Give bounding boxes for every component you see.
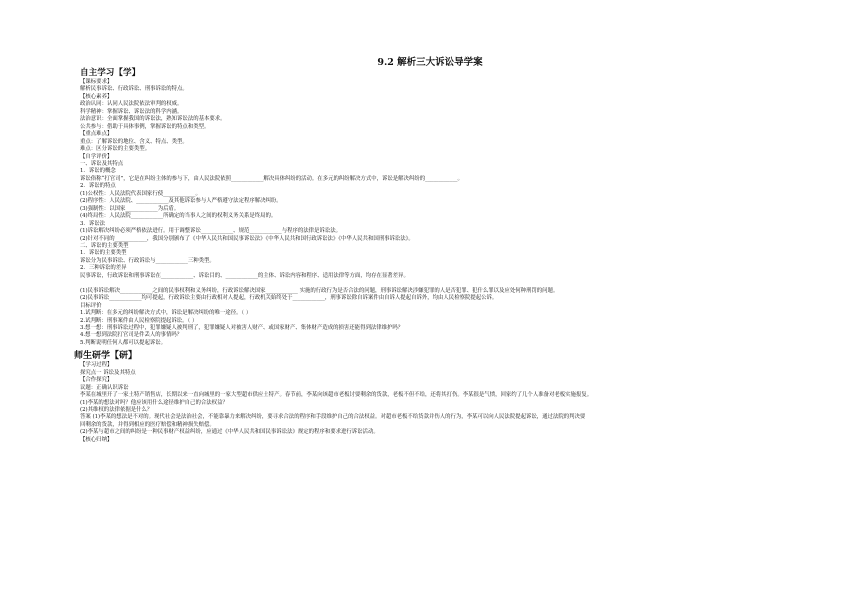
text-line: 【重点难点】 — [80, 131, 113, 138]
text-line: 重点：了解诉讼的地位、含义、特点、类型。 — [80, 138, 188, 145]
text-line: (1)民事诉讼解决____________之间的民事权利和义务纠纷，行政诉讼解决国家____________ 实施的行政行为是否合法的问题，刑事诉讼解决涉嫌犯罪的人是否犯罪、犯什么罪以及应处何种刑罚的问题。 — [80, 287, 559, 294]
text-line: 诉讼分为民事诉讼、行政诉讼与____________三种类型。 — [80, 257, 215, 264]
text-line: 议题：正确认识诉讼 — [80, 384, 129, 391]
text-line: 答案 (1)李某的想法是不对的。现代社会是法治社会，不能靠暴力来解决纠纷，要寻求合法的程序和手段维护自己的合法权益。对超市老板不给货款并伤人的行为，李某可以向人民法院提起诉讼，通过法院的判决要 — [80, 414, 586, 421]
text-line: (3)强制性：以国家____________为后盾。 — [80, 205, 180, 212]
text-line: (2)针对不同的____________，我国分别颁布了《中华人民共和国民事诉讼法》《中华人民共和国行政诉讼法》《中华人民共和国刑事诉讼法》。 — [80, 235, 414, 242]
text-line: 目标评价 — [80, 302, 102, 309]
text-line: 2．诉讼的特点 — [80, 183, 116, 190]
text-line: (2)民事诉讼____________均可提起，行政诉讼主要由行政相对人提起，行政机关始终处于____________，刑事诉讼除自诉案件由自诉人提起自诉外，均由人民检察院提起公诉。 — [80, 295, 498, 302]
text-line: 【核心归纳】 — [80, 436, 113, 443]
text-line: 政治认同：认同人民法院依法审判的权威。 — [80, 101, 183, 108]
text-line: 5.判断说明任何人都可以提起诉讼。 — [80, 339, 167, 346]
research-section — [80, 362, 800, 444]
text-line: (1)李某的想法对吗？他应该用什么途径维护自己的合法权益？ — [80, 399, 228, 406]
document-body — [74, 68, 800, 444]
text-line: (1)诉讼解决纠纷必须严格依法进行。用于调整诉讼____________、规范____________与程序的法律是诉讼法。 — [80, 228, 341, 235]
text-line: (2)程序性：人民法院、____________及其他诉讼参与人严格遵守法定程序解决纠纷。 — [80, 198, 282, 205]
text-line: 【课标要求】 — [80, 79, 113, 85]
text-line: 李某在城里开了一家土特产销售店，长期以来一直向城里的一家大型超市供应土特产。春节前，李某向该超市老板讨要剩余的货款，老板不但不给，还将其打伤。李某很是气愤，回家约了几个人准备对老板实施报复。 — [80, 392, 593, 399]
text-line: 4.想一想到法院打官司是件丢人的事情吗？ — [80, 332, 183, 339]
text-line: 3．诉讼法 — [80, 220, 105, 227]
text-line: 1.试判断：在多元的纠纷解决方式中，诉讼是解决纠纷的唯一途径。（ ） — [80, 310, 252, 317]
document-title: 9.2 解析三大诉讼导学案 — [377, 57, 483, 68]
text-line: 一、诉讼及其特点 — [80, 160, 124, 167]
text-line: 2．三种诉讼的差异 — [80, 265, 127, 272]
text-line: (1)公权性：人民法院代表国家行使____________。 — [80, 190, 201, 197]
text-line — [80, 280, 800, 287]
text-line: 2.试判断：刑事案件由人民检察院提起诉讼。（ ） — [80, 317, 198, 324]
text-line: 公共参与：借助于具体事例，掌握诉讼的特点和类型。 — [80, 123, 210, 130]
text-line: (2)李某与超市之间的纠纷是一种民事财产权益纠纷，应通过《中华人民共和国民事诉讼法》规定的程序和要求进行诉讼活动。 — [80, 429, 379, 436]
text-line: 诉讼俗称“打官司”，它是在纠纷主体的参与下，由人民法院依照____________解决具体纠纷的活动。在多元的纠纷解决方式中，诉讼是解决纠纷的____________。 — [80, 175, 463, 182]
text-line: 二、诉讼的主要类型 — [80, 242, 129, 249]
text-line: (2)其维权的法律依据是什么？ — [80, 407, 153, 414]
text-line: 【合作探究】 — [80, 377, 113, 384]
section-heading-self-study: 自主学习【学】 — [80, 68, 141, 78]
text-line: 【学习过程】 — [80, 362, 113, 369]
text-line: 探究点一 诉讼及其特点 — [80, 369, 136, 376]
text-line: 法治意识：全面掌握我国的诉讼法，熟知诉讼法的基本要求。 — [80, 116, 226, 123]
text-line: 1．诉讼的主要类型 — [80, 250, 127, 257]
text-line: 【核心素养】 — [80, 93, 113, 100]
text-line: 科学精神：掌握诉讼、诉讼法的科学内涵。 — [80, 108, 183, 115]
self-study-section — [80, 79, 800, 347]
text-line: (4)终局性：人民法院____________所确定的当事人之间的权利义务关系是终局的。 — [80, 213, 277, 220]
section-heading-research: 师生研学【研】 — [74, 351, 138, 362]
text-line: 民事诉讼，行政诉讼和刑事诉讼在____________、诉讼目的、____________的主体、诉讼内容和程序、适用法律等方面，均存在显著差异。 — [80, 272, 409, 279]
text-line: 难点：区分诉讼的主要类型。 — [80, 146, 151, 153]
text-line: 1．诉讼的概念 — [80, 168, 116, 175]
text-line: 3.想一想：刑事诉讼过程中，犯罪嫌疑人被判刑了，犯罪嫌疑人对被害人财产、或国家财产、集体财产造成的损害还能得到法律维护吗？ — [80, 324, 404, 331]
text-line: 【自学评价】 — [80, 153, 113, 160]
text-line: 解析民事诉讼、行政诉讼、刑事诉讼的特点。 — [80, 86, 188, 93]
text-line: 回剩余的货款，并得到相应的医疗赔偿和精神损失赔偿。 — [80, 421, 215, 428]
